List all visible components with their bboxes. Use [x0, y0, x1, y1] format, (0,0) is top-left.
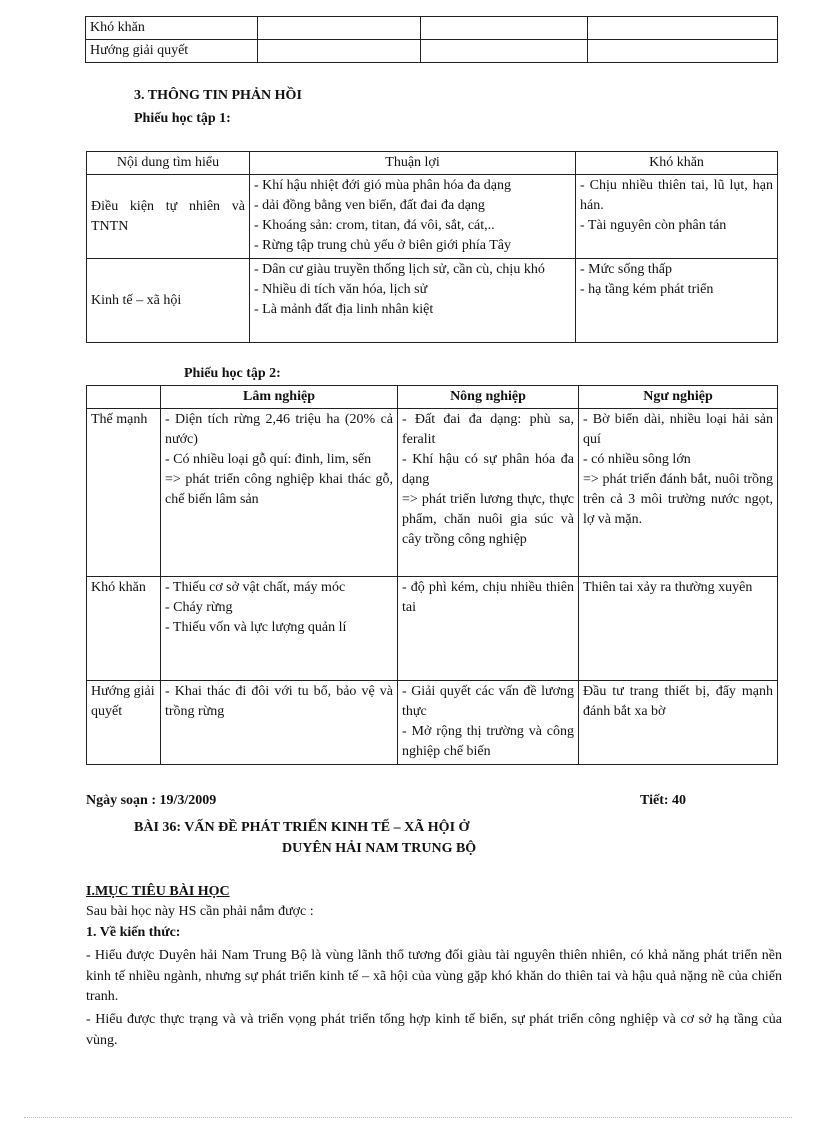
header-agriculture: Nông nghiệp	[398, 386, 579, 409]
table-row	[87, 259, 778, 343]
table-row	[87, 681, 778, 765]
table-row	[86, 17, 778, 40]
advantages-cell: - Khí hậu nhiệt đới gió mùa phân hóa đa dạng - dải đồng bằng ven biển, đất đai đa dạng - Khoáng sản: crom, titan, đá vôi, sắt, cát,.. - Rừng tập trung chủ yếu ở biên giới phía Tây	[250, 175, 576, 259]
header-advantages: Thuận lợi	[250, 152, 576, 175]
section-heading: 3. THÔNG TIN PHẢN HỒI	[134, 88, 302, 103]
topic-cell: Điều kiện tự nhiên và TNTN	[87, 175, 250, 259]
top-partial-table	[85, 16, 778, 63]
agriculture-cell: - Đất đai đa dạng: phù sa, feralit - Khí hậu có sự phân hóa đa dạng => phát triển lương thực, thực phẩm, chăn nuôi gia súc và cây trồng công nghiệp	[398, 409, 579, 577]
sheet2-title: Phiếu học tập 2:	[184, 366, 281, 381]
knowledge-heading: 1. Về kiến thức:	[86, 925, 181, 940]
knowledge-paragraph-1: - Hiểu được Duyên hải Nam Trung Bộ là vùng lãnh thổ tương đối giàu tài nguyên thiên nhiên, có khả năng phát triển nền kinh tế nhiều ngành, nhưng sự phát triển kinh tế – xã hội của vùng gặp khó khăn do thiên tai và hậu quả nặng nề của chiến tranh.	[86, 948, 782, 1004]
sheet1-title: Phiếu học tập 1:	[134, 111, 231, 126]
table-header-row	[87, 152, 778, 175]
row-label: Hướng giải quyết	[87, 681, 161, 765]
intro-text: Sau bài học này HS cần phải nắm được :	[86, 904, 314, 919]
fishery-cell: Đầu tư trang thiết bị, đẩy mạnh đánh bắt xa bờ	[579, 681, 778, 765]
page-footer-divider	[24, 1117, 792, 1118]
difficulties-cell: - Mức sống thấp - hạ tầng kém phát triển	[576, 259, 778, 343]
forestry-cell: - Khai thác đi đôi với tu bổ, bảo vệ và trồng rừng	[161, 681, 398, 765]
table-header-row	[87, 386, 778, 409]
table-row	[87, 577, 778, 681]
prep-date: Ngày soạn : 19/3/2009	[86, 793, 217, 808]
row-label: Hướng giải quyết	[86, 40, 258, 63]
table-row	[87, 175, 778, 259]
forestry-cell: - Thiếu cơ sở vật chất, máy móc - Cháy rừng - Thiếu vốn và lực lượng quản lí	[161, 577, 398, 681]
forestry-cell: - Diện tích rừng 2,46 triệu ha (20% cả nước) - Có nhiều loại gỗ quí: đinh, lim, sến => phát triển công nghiệp khai thác gỗ, chế biến lâm sản	[161, 409, 398, 577]
advantages-cell: - Dân cư giàu truyền thống lịch sử, cần cù, chịu khó - Nhiều di tích văn hóa, lịch sử - Là mảnh đất địa linh nhân kiệt	[250, 259, 576, 343]
fishery-cell: Thiên tai xảy ra thường xuyên	[579, 577, 778, 681]
row-label: Thế mạnh	[87, 409, 161, 577]
agriculture-cell: - Giải quyết các vấn đề lương thực - Mở rộng thị trường và công nghiệp chế biến	[398, 681, 579, 765]
difficulties-cell: - Chịu nhiều thiên tai, lũ lụt, hạn hán. - Tài nguyên còn phân tán	[576, 175, 778, 259]
lesson-title-line2: DUYÊN HẢI NAM TRUNG BỘ	[282, 841, 477, 856]
period-number: Tiết: 40	[640, 793, 687, 808]
header-topic: Nội dung tìm hiểu	[87, 152, 250, 175]
row-label: Khó khăn	[87, 577, 161, 681]
knowledge-paragraph-2: - Hiểu được thực trạng và và triển vọng phát triển tổng hợp kinh tế biển, sự phát triển công nghiệp và cơ sở hạ tầng của vùng.	[86, 1012, 782, 1048]
topic-cell: Kinh tế – xã hội	[87, 259, 250, 343]
sheet1-table	[86, 151, 778, 343]
header-difficulties: Khó khăn	[576, 152, 778, 175]
fishery-cell: - Bờ biển dài, nhiều loại hải sản quí - có nhiều sông lớn => phát triển đánh bắt, nuôi trồng trên cả 3 môi trường nước ngọt, lợ và mặn.	[579, 409, 778, 577]
table-row	[87, 409, 778, 577]
agriculture-cell: - độ phì kém, chịu nhiều thiên tai	[398, 577, 579, 681]
lesson-title-line1: BÀI 36: VẤN ĐỀ PHÁT TRIỂN KINH TẾ – XÃ HỘI Ở	[134, 820, 470, 835]
sheet2-table	[86, 385, 778, 765]
header-fishery: Ngư nghiệp	[579, 386, 778, 409]
row-label: Khó khăn	[86, 17, 258, 40]
objectives-heading: I.MỤC TIÊU BÀI HỌC	[86, 884, 230, 899]
table-row	[86, 40, 778, 63]
header-forestry: Lâm nghiệp	[161, 386, 398, 409]
